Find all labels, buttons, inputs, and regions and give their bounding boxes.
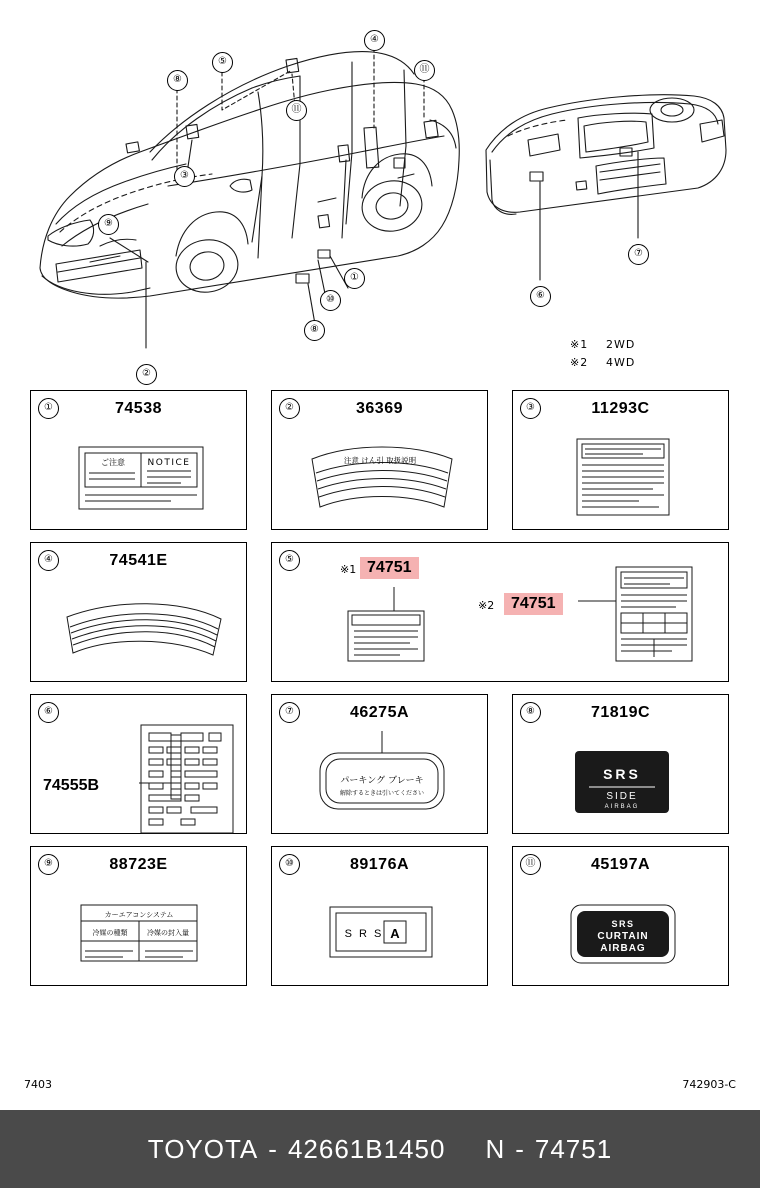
parking-brake-text-1: パーキング ブレーキ — [340, 776, 424, 786]
grid-row-2 — [30, 542, 730, 682]
cell-88723E — [30, 846, 247, 986]
footer-dash-2: - — [515, 1133, 525, 1164]
part-number-74538: 74538 — [115, 400, 162, 417]
emission-label-art — [513, 391, 730, 531]
tire-pressure-label-art — [272, 543, 730, 683]
vehicle-line-art — [0, 0, 760, 378]
cell-71819C — [512, 694, 729, 834]
cell-number-4: ④ — [38, 550, 59, 571]
ac-col-1: 冷媒の種類 — [92, 929, 128, 937]
cell-74541E — [30, 542, 247, 682]
cell-number-2: ② — [279, 398, 300, 419]
badge-curtain: CURTAIN — [597, 931, 649, 942]
curved-label-art-36369 — [272, 391, 489, 531]
part-number-45197A: 45197A — [590, 856, 651, 873]
cell-74555B — [30, 694, 247, 834]
footer-bar — [0, 1110, 760, 1188]
part-number-11293C: 11293C — [591, 400, 650, 417]
note-4wd-text: 4WD — [606, 356, 636, 369]
callout-9-top: ⑨ — [98, 214, 119, 235]
badge-srs: SRS — [603, 766, 641, 782]
note-2wd-mark: ※1 — [570, 338, 589, 351]
cell-number-11: ⑪ — [520, 854, 541, 875]
callout-11-top-right: ⑪ — [414, 60, 435, 81]
cell-36369 — [271, 390, 488, 530]
badge-airbag-2: AIRBAG — [600, 943, 646, 954]
notice-label-art — [31, 391, 248, 531]
cell-number-10: ⑩ — [279, 854, 300, 875]
note-2wd-text: 2WD — [606, 338, 636, 351]
srs-curtain-airbag-badge-art — [513, 847, 730, 987]
badge-side: SIDE — [606, 791, 638, 802]
cell-number-7: ⑦ — [279, 702, 300, 723]
footer-part-number: 74751 — [534, 1133, 613, 1164]
srs-text: S R S — [344, 928, 384, 940]
cell-11293C — [512, 390, 729, 530]
brand-name: TOYOTA — [147, 1133, 259, 1164]
badge-srs-curtain: SRS — [611, 919, 635, 929]
grid-row-3 — [30, 694, 730, 834]
cell-89176A — [271, 846, 488, 986]
curved-label-art-74541E — [31, 543, 248, 683]
part-number-89176A: 89176A — [349, 856, 410, 873]
cell-number-3: ③ — [520, 398, 541, 419]
srs-airbag-label-art — [272, 847, 489, 987]
note-4wd-mark: ※2 — [570, 356, 589, 369]
sheet-ref-right: 742903-C — [682, 1078, 736, 1091]
notice-jp-text: ご注意 — [101, 458, 125, 467]
ac-title: カーエアコンシステム — [104, 911, 174, 919]
grid-row-4 — [30, 846, 730, 986]
part-number-88723E: 88723E — [109, 856, 168, 873]
srs-side-airbag-badge-art — [513, 695, 730, 835]
part-number-74541E: 74541E — [109, 552, 168, 569]
ac-refrigerant-label-art — [31, 847, 248, 987]
ac-col-2: 冷媒の封入量 — [147, 929, 189, 937]
catalog-number: 42661B1450 — [287, 1133, 446, 1164]
part-number-71819C: 71819C — [590, 704, 651, 721]
label-detail-grid — [30, 390, 730, 998]
parking-brake-text-2: 解除するときは引いてください — [339, 790, 425, 797]
part-number-74555B: 74555B — [43, 777, 100, 794]
mark-4wd-cell5: ※2 — [478, 599, 495, 612]
callout-4-top: ④ — [364, 30, 385, 51]
cell-45197A — [512, 846, 729, 986]
callout-8-top: ⑧ — [167, 70, 188, 91]
fuse-box-label-art — [31, 695, 248, 835]
cell-number-1: ① — [38, 398, 59, 419]
callout-3-top: ③ — [174, 166, 195, 187]
srs-a-text: A — [390, 926, 400, 941]
sheet-ref-left: 7403 — [24, 1078, 52, 1091]
callout-8-lower: ⑧ — [304, 320, 325, 341]
notice-en-text: NOTICE — [147, 458, 191, 468]
footer-n-label: N — [485, 1133, 506, 1164]
mark-2wd-cell5: ※1 — [340, 563, 357, 576]
callout-7-top: ⑦ — [628, 244, 649, 265]
cell-number-8: ⑧ — [520, 702, 541, 723]
parking-brake-label-art — [272, 695, 489, 835]
callout-10-top: ⑩ — [320, 290, 341, 311]
part-number-74751-4wd: 74751 — [504, 593, 563, 615]
callout-2-top: ② — [136, 364, 157, 385]
vehicle-illustration — [0, 0, 760, 378]
callout-11-top-left: ⑪ — [286, 100, 307, 121]
part-number-46275A: 46275A — [349, 704, 410, 721]
cell-46275A — [271, 694, 488, 834]
cell-number-9: ⑨ — [38, 854, 59, 875]
cell-number-5: ⑤ — [279, 550, 300, 571]
cell-74751 — [271, 542, 729, 682]
part-number-74751-2wd: 74751 — [360, 557, 419, 579]
grid-row-1 — [30, 390, 730, 530]
callout-6-top: ⑥ — [530, 286, 551, 307]
part-number-36369: 36369 — [356, 400, 403, 417]
cell-74538 — [30, 390, 247, 530]
cell-number-6: ⑥ — [38, 702, 59, 723]
badge-airbag: AIRBAG — [604, 804, 640, 810]
label-jp-36369: 注意 けん引 取扱説明 — [343, 456, 417, 465]
callout-1-top: ① — [344, 268, 365, 289]
footer-dash-1: - — [268, 1133, 278, 1164]
callout-5-top: ⑤ — [212, 52, 233, 73]
